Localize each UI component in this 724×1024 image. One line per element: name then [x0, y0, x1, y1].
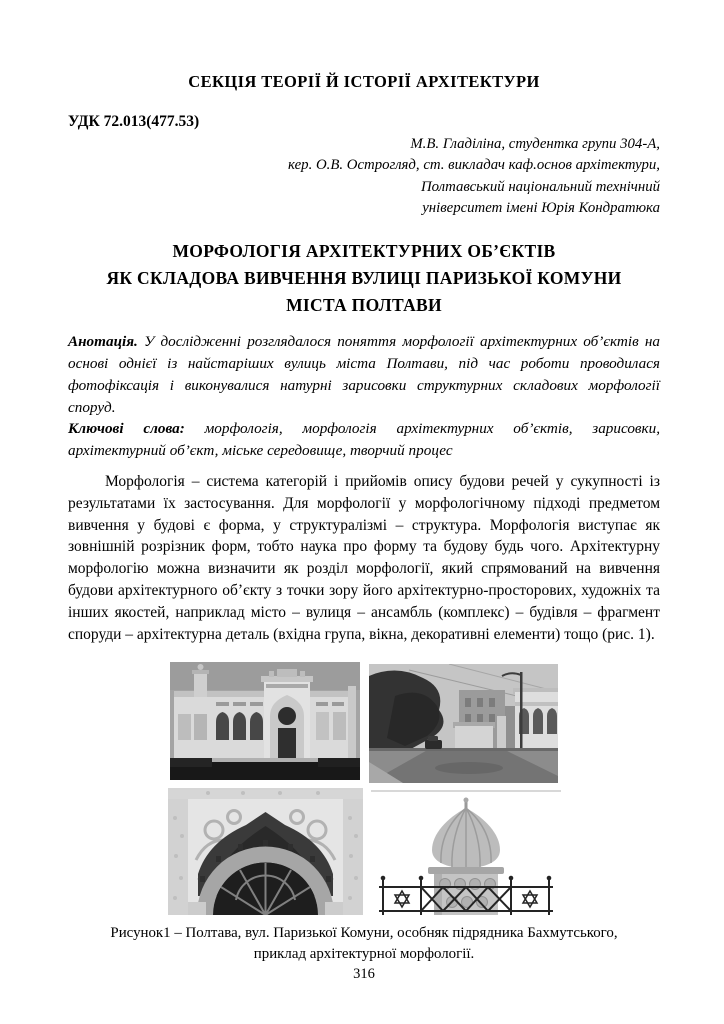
author-line: кер. О.В. Острогляд, ст. викладач каф.основ архітектури,	[288, 157, 660, 174]
article-title-line: МОРФОЛОГІЯ АРХІТЕКТУРНИХ ОБ’ЄКТІВ	[172, 241, 556, 262]
street-view-photo	[369, 664, 558, 783]
mansion-facade-photo	[170, 662, 360, 780]
section-header: СЕКЦІЯ ТЕОРІЇ Й ІСТОРІЇ АРХІТЕКТУРИ	[188, 72, 540, 91]
page-content	[68, 0, 660, 983]
dome-and-fence-photo	[371, 790, 561, 915]
entrance-arch-detail-photo	[168, 788, 363, 915]
keywords-label: Ключові слова:	[68, 420, 185, 438]
author-block	[68, 134, 660, 219]
abstract-paragraph	[68, 331, 660, 418]
udc-code: УДК 72.013(477.53)	[68, 113, 200, 130]
author-line: університет імені Юрія Кондратюка	[422, 199, 660, 216]
keywords-text: морфологія, морфологія архітектурних об’єктів, зарисовки, архітектурний об’єкт, міське середовище, творчий процес	[68, 420, 661, 460]
figure-caption-line: приклад архітектурної морфології.	[253, 945, 475, 962]
author-line: Полтавський національний технічний	[420, 178, 660, 195]
figure-caption-line: Рисунок1 – Полтава, вул. Паризької Комуни, особняк підрядника Бахмутського,	[110, 925, 618, 942]
abstract-label: Анотація.	[68, 333, 138, 351]
figure-caption	[110, 923, 617, 964]
abstract-text: У дослідженні розглядалося поняття морфології архітектурних об’єктів на основі однієї із найстаріших вулиць міста Полтави, під час роботи проводилася фотофіксація і виконувалися натурні зарисовки структурних складових морфології споруд.	[68, 333, 661, 416]
body-paragraph: Морфологія – система категорій і прийомів опису будови речей у сукупності із результатами їх застосування. Для морфології у морфологічному підході предметом вивчення у будові є форма, у структуралізмі – структура. Морфологія виступає як зовнішній розрізник форм, тобто наука про форму та будову будь чого. Архітектурну морфологію можна визначити як розділ морфології, який спрямований на вивчення будови архітектурного об’єкту з точки зору його архітектурно-просторових, художніх та інших якостей, наприклад місто – вулиця – ансамбль (комплекс) – будівля – фрагмент споруди – архітектурна деталь (вхідна група, вікна, декоративні елементи) тощо (рис. 1).	[68, 472, 660, 643]
page-number: 316	[353, 966, 375, 983]
article-title-line: ЯК СКЛАДОВА ВИВЧЕННЯ ВУЛИЦІ ПАРИЗЬКОЇ КОМУНИ	[106, 268, 622, 289]
article-title	[68, 238, 660, 319]
article-title-line: МІСТА ПОЛТАВИ	[286, 295, 442, 316]
keywords-paragraph	[68, 418, 660, 462]
figure-photo-row-top	[170, 662, 558, 783]
figure-photo-row-bottom	[168, 788, 561, 915]
author-line: М.В. Гладіліна, студентка групи 304-А,	[410, 136, 660, 152]
figure-1	[68, 662, 660, 964]
